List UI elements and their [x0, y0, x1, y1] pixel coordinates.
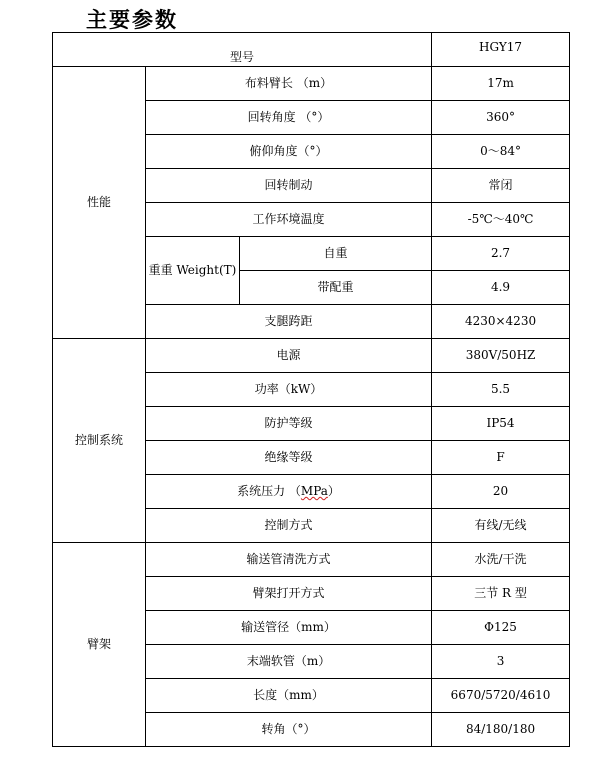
- param-label: 绝缘等级: [146, 441, 432, 475]
- param-value: 5.5: [432, 373, 570, 407]
- param-value: 380V/50HZ: [432, 339, 570, 373]
- param-label: 俯仰角度（°）: [146, 135, 432, 169]
- param-value: IP54: [432, 407, 570, 441]
- param-value: 2.7: [432, 237, 570, 271]
- table-row-model: [53, 33, 570, 67]
- param-label: 控制方式: [146, 509, 432, 543]
- param-value: 6670/5720/4610: [432, 679, 570, 713]
- param-label: 输送管清洗方式: [146, 543, 432, 577]
- param-value: 3: [432, 645, 570, 679]
- param-label-system-pressure: [146, 475, 432, 509]
- page-title: 主要参数: [86, 7, 178, 32]
- param-label: 功率（kW）: [146, 373, 432, 407]
- param-label: 电源: [146, 339, 432, 373]
- param-label: 支腿跨距: [146, 305, 432, 339]
- param-label: 转角（°）: [146, 713, 432, 747]
- param-label: 回转制动: [146, 169, 432, 203]
- param-label: 臂架打开方式: [146, 577, 432, 611]
- param-value: -5℃～40℃: [432, 203, 570, 237]
- table-row: [53, 67, 570, 101]
- group-label-control-system: 控制系统: [53, 339, 146, 543]
- param-label: 自重: [240, 237, 432, 271]
- param-value: 360°: [432, 101, 570, 135]
- pressure-label-prefix: 系统压力 （: [237, 483, 301, 498]
- parameter-table: [52, 32, 570, 747]
- param-value: 有线/无线: [432, 509, 570, 543]
- model-label: 型号: [53, 33, 432, 67]
- group-label-boom: 臂架: [53, 543, 146, 747]
- group-label-performance: 性能: [53, 67, 146, 339]
- param-value: 17m: [432, 67, 570, 101]
- param-label: 带配重: [240, 271, 432, 305]
- table-row: [53, 339, 570, 373]
- param-value: 水洗/干洗: [432, 543, 570, 577]
- param-value: 三节 R 型: [432, 577, 570, 611]
- param-label: 输送管径（mm）: [146, 611, 432, 645]
- pressure-unit: MPa: [300, 483, 328, 498]
- table-row: [53, 543, 570, 577]
- param-value: 4230×4230: [432, 305, 570, 339]
- model-value: HGY17: [432, 33, 570, 67]
- param-label: 回转角度 （°）: [146, 101, 432, 135]
- param-label: 布料臂长 （m）: [146, 67, 432, 101]
- param-value: F: [432, 441, 570, 475]
- param-value: 0～84°: [432, 135, 570, 169]
- param-value: 4.9: [432, 271, 570, 305]
- param-label: 末端软管（m）: [146, 645, 432, 679]
- param-value: 常闭: [432, 169, 570, 203]
- param-label: 长度（mm）: [146, 679, 432, 713]
- param-label: 防护等级: [146, 407, 432, 441]
- param-value: 20: [432, 475, 570, 509]
- param-value: 84/180/180: [432, 713, 570, 747]
- pressure-label-suffix: ）: [327, 483, 340, 498]
- weight-group-label: 重重 Weight(T): [146, 237, 240, 305]
- param-label: 工作环境温度: [146, 203, 432, 237]
- param-value: Φ125: [432, 611, 570, 645]
